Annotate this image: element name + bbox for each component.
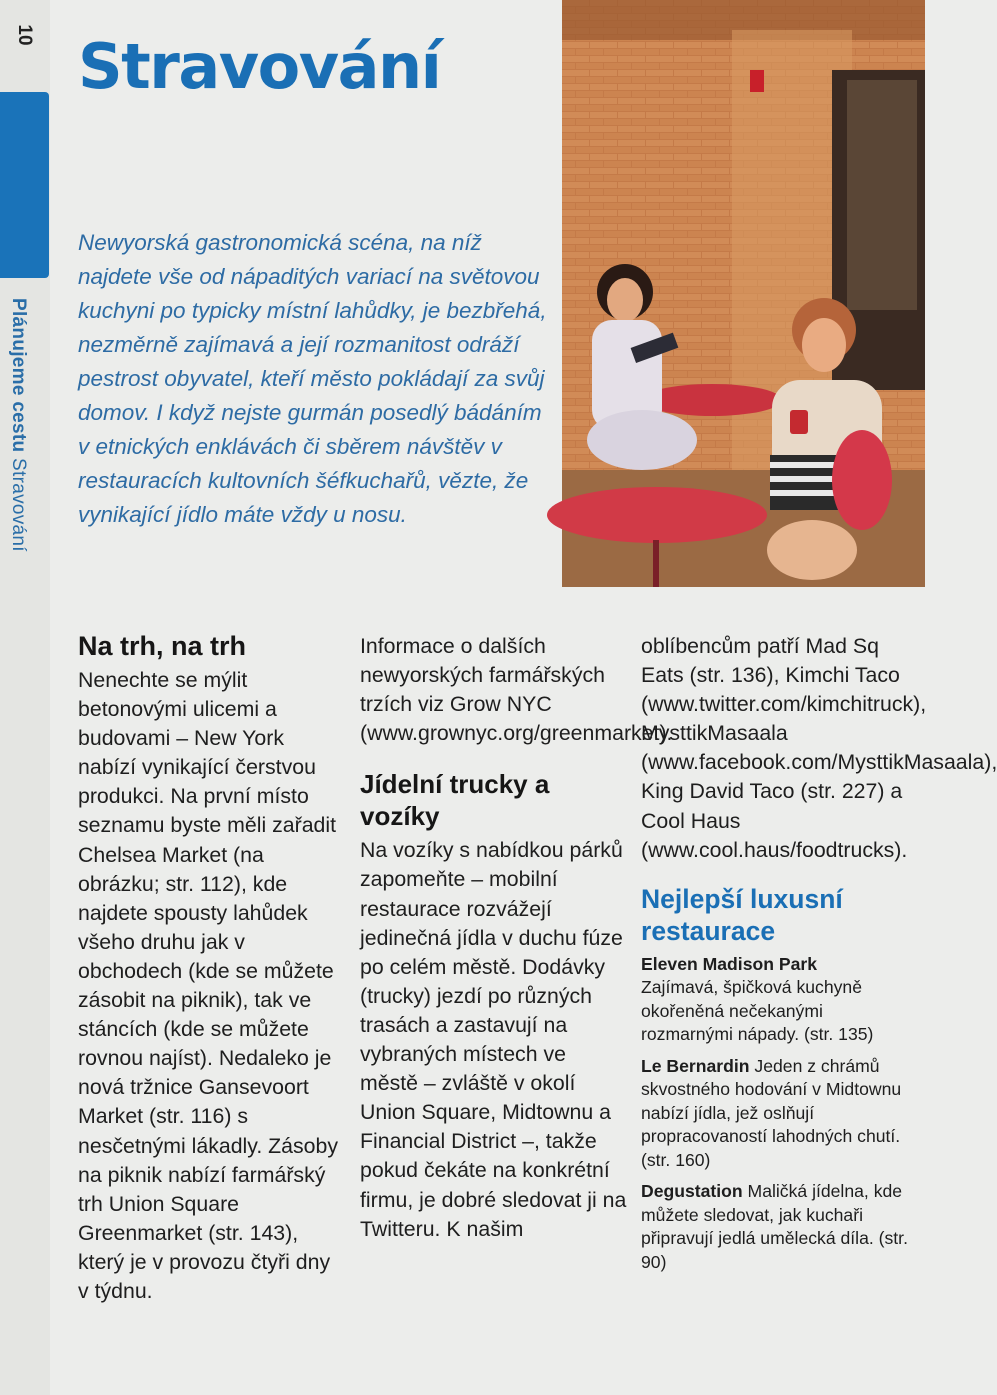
page-number: 10 xyxy=(14,24,35,46)
listing-item xyxy=(641,1180,909,1274)
listing-text: Maličká jídelna, kde můžete sledovat, jak kuchaři připravují jedlá umělecká díla. (str. 90) xyxy=(641,1181,908,1272)
listing-item xyxy=(641,953,909,1047)
markets-body-continued: Informace o dalších newyorských farmářských trzích viz Grow NYC (www.grownyc.org/greenmarket). xyxy=(360,634,673,746)
chapter-tab xyxy=(0,92,49,278)
food-trucks-body-continued: oblíbencům patří Mad Sq Eats (str. 136), Kimchi Taco (www.twitter.com/kimchitruck), MysttikMasaala (www.facebook.com/MysttikMasaala), King David Taco (str. 227) a Cool Haus (www.cool.haus/foodtrucks). xyxy=(641,634,997,862)
running-head-chapter: Stravování xyxy=(8,458,29,552)
section-heading-food-trucks: Jídelní trucky a vozíky xyxy=(360,769,550,832)
listing-name: Eleven Madison Park xyxy=(641,953,818,974)
intro-paragraph: Newyorská gastronomická scéna, na níž najdete vše od nápaditých variací na světovou kuchyni po typicky místní lahůdky, je bezbřehá, nezměrně zajímavá a její rozmanitost odráží pestrost obyvatel, kteří město pokládají za svůj domov. I když nejste gurmán posedlý bádáním v etnických enklávách či sběrem návštěv v restauracích kultovních šéfkuchařů, vězte, že vynikající jídlo máte vždy u nosu. xyxy=(78,230,547,527)
markets-body: Nenechte se mýlit betonovými ulicemi a budovami – New York nabízí vynikající čerstvou produkci. Na první místo seznamu byste měli zařadit Chelsea Market (na obrázku; str. 112), kde najdete spousty lahůdek všeho druhu jak v obchodech (kde se můžete zásobit na piknik), tak ve stáncích (kde se můžete rovnou najíst). Nedaleko je nová tržnice Gansevoort Market (str. 116) s nesčetnými lákadly. Zásoby na piknik nabízí farmářský trh Union Square Greenmarket (str. 143), který je v provozu čtyři dny v týdnu. xyxy=(78,668,339,1303)
column-3 xyxy=(641,632,997,1282)
running-head xyxy=(7,298,29,552)
listing-name: Degustation xyxy=(641,1181,743,1202)
column-2 xyxy=(360,632,673,1244)
running-head-section: Plánujeme cestu xyxy=(8,298,29,453)
market-photo xyxy=(562,0,925,587)
listing-name: Le Bernardin xyxy=(641,1055,750,1076)
listing-text: Jeden z chrámů skvostného hodování v Midtownu nabízí jídla, jež oslňují propracovaností lahodných chutí. (str. 160) xyxy=(641,1055,902,1170)
chapter-title: Stravování xyxy=(78,30,441,103)
food-trucks-body: Na vozíky s nabídkou párků zapomeňte – mobilní restaurace rozvážejí jedinečná jídla v duchu fúze po celém městě. Dodávky (trucky) jezdí po různých trasách a zastavují na vybraných místech ve městě – zvláště v okolí Union Square, Midtownu a Financial District –, takže pokud čekáte na konkrétní firmu, je dobré sledovat ji na Twitteru. K našim xyxy=(360,838,627,1241)
listing-text: Zajímavá, špičková kuchyně okořeněná nečekanými rozmarnými nápady. (str. 135) xyxy=(641,977,874,1045)
section-heading-markets: Na trh, na trh xyxy=(78,631,247,661)
section-heading-fine-dining: Nejlepší luxusní restaurace xyxy=(641,883,843,946)
column-1 xyxy=(78,630,346,1306)
listing-item xyxy=(641,1055,909,1173)
